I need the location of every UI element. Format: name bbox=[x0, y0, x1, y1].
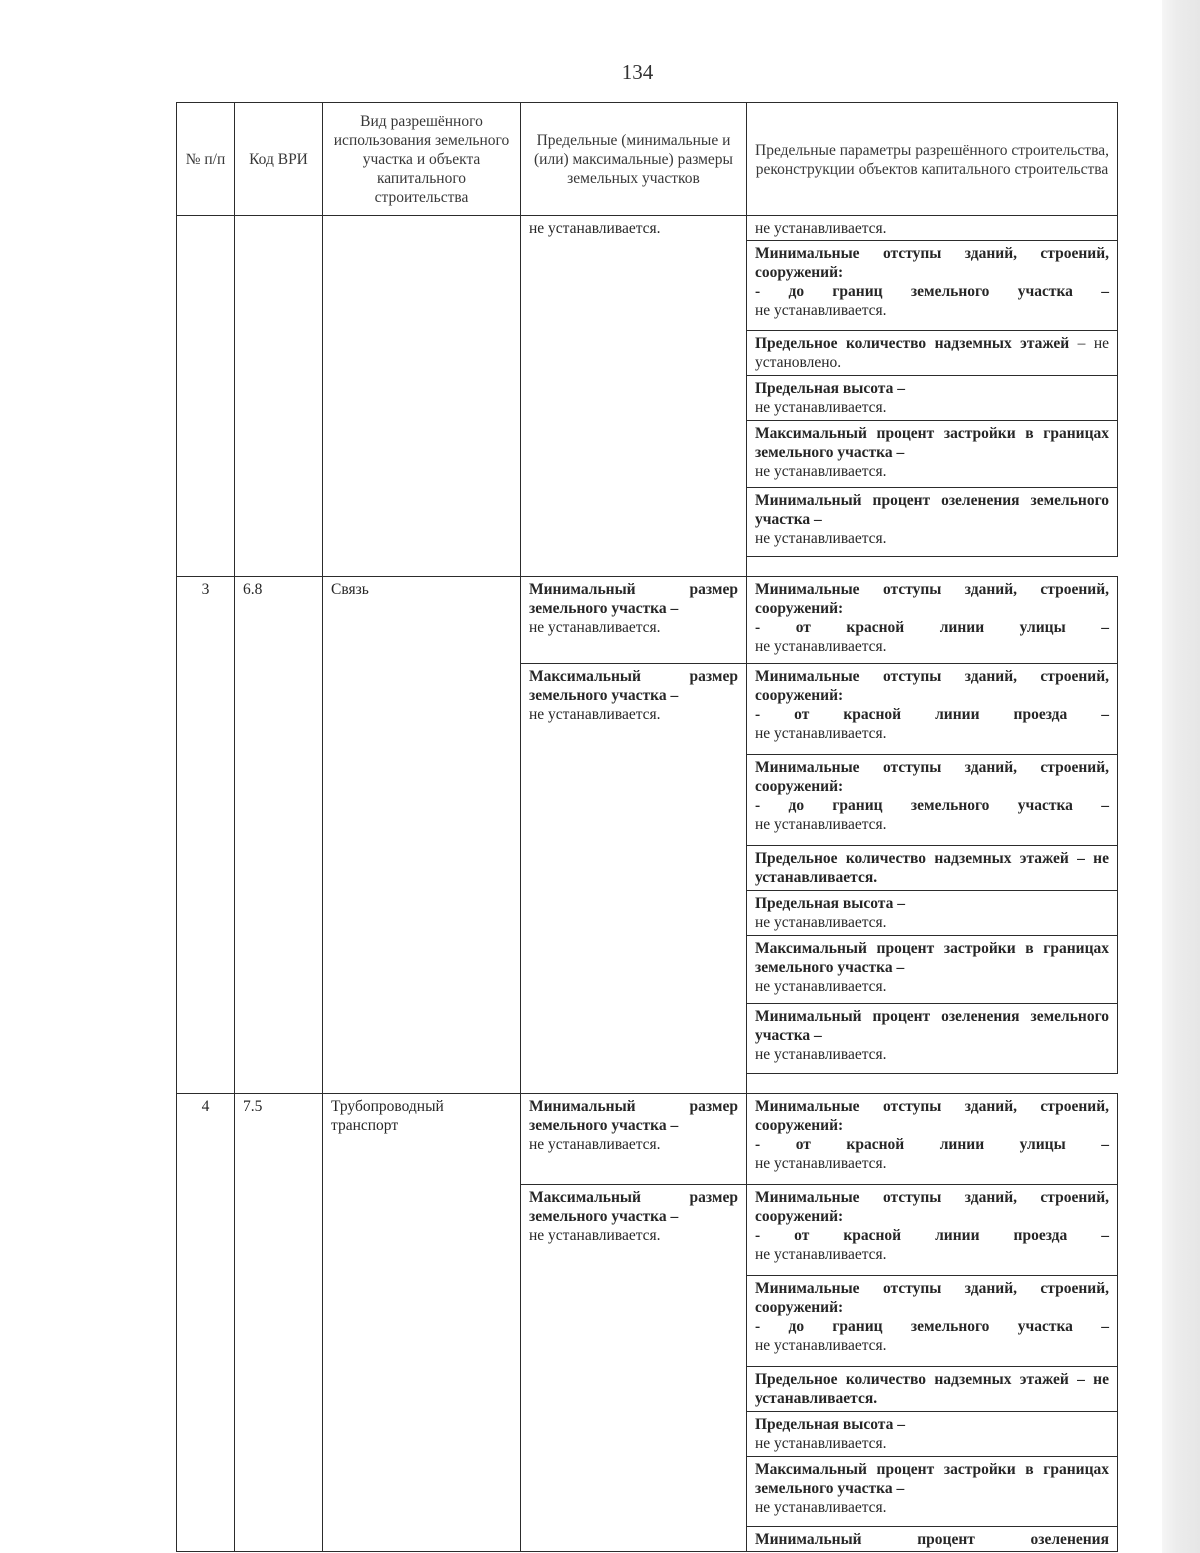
regulation-table bbox=[176, 102, 1118, 1552]
row3-max-size bbox=[521, 664, 747, 1094]
param-bold: Предельное количество надземных этажей – не устанавливается. bbox=[755, 1371, 1109, 1407]
param-tail: не устанавливается. bbox=[755, 399, 887, 416]
param-bold: Минимальные отступы зданий, строений, сооружений: bbox=[755, 245, 1109, 281]
header-code: Код ВРИ bbox=[235, 103, 323, 216]
param-tail: не устанавливается. bbox=[755, 530, 887, 547]
param-bold: Предельное количество надземных этажей bbox=[755, 335, 1070, 352]
row4-param-4 bbox=[747, 1367, 1118, 1412]
param-tail: не устанавливается. bbox=[755, 1499, 887, 1516]
size-tail: не устанавливается. bbox=[529, 1227, 661, 1244]
param-tail: не устанавливается. bbox=[755, 1337, 887, 1354]
row3-param-7 bbox=[747, 1004, 1118, 1074]
param-tail: – не установлено. bbox=[755, 335, 1109, 371]
row4-param-3 bbox=[747, 1276, 1118, 1367]
param-bold: Минимальные отступы зданий, строений, сооружений: bbox=[755, 581, 1109, 617]
param-line: - от красной линии улицы – bbox=[755, 1136, 1109, 1153]
param-tail: не устанавливается. bbox=[755, 978, 887, 995]
scan-edge bbox=[1162, 0, 1200, 1553]
cont-param-5 bbox=[747, 488, 1118, 557]
param-line: - от красной линии проезда – bbox=[755, 706, 1109, 723]
cont-size-cell bbox=[521, 216, 747, 577]
param-line: - от красной линии улицы – bbox=[755, 619, 1109, 636]
param-line: - до границ земельного участка – bbox=[755, 797, 1109, 814]
size-bold: Минимальный размер земельного участка – bbox=[529, 1098, 738, 1134]
size-bold: Максимальный размер земельного участка – bbox=[529, 1189, 738, 1225]
row3-num: 3 bbox=[177, 577, 235, 1094]
size-tail: не устанавливается. bbox=[529, 1136, 661, 1153]
param-tail: не устанавливается. bbox=[755, 638, 887, 655]
row4-param-2 bbox=[747, 1185, 1118, 1276]
param-bold: Минимальные отступы зданий, строений, сооружений: bbox=[755, 759, 1109, 795]
cont-param-0 bbox=[747, 216, 1118, 241]
param-line: - до границ земельного участка – bbox=[755, 1318, 1109, 1335]
param-bold: Минимальные отступы зданий, строений, сооружений: bbox=[755, 668, 1109, 704]
param-tail: не устанавливается. bbox=[755, 1435, 887, 1452]
param-tail: не устанавливается. bbox=[755, 302, 887, 319]
table-row bbox=[177, 577, 1118, 664]
param-tail: не устанавливается. bbox=[755, 1155, 887, 1172]
row4-min-size bbox=[521, 1094, 747, 1185]
row4-num: 4 bbox=[177, 1094, 235, 1552]
size-bold: Минимальный размер земельного участка – bbox=[529, 581, 738, 617]
param-bold: Предельное количество надземных этажей – не устанавливается. bbox=[755, 850, 1109, 886]
row3-param-3 bbox=[747, 755, 1118, 846]
row4-param-6 bbox=[747, 1457, 1118, 1527]
row3-param-2 bbox=[747, 664, 1118, 755]
param-bold: Минимальный процент озеленения земельного участка – bbox=[755, 1008, 1109, 1044]
table-row bbox=[177, 216, 1118, 241]
header-params: Предельные параметры разрешённого строительства, реконструкции объектов капитального строительства bbox=[747, 103, 1118, 216]
param-bold: Минимальный процент озеленения земельного участка – bbox=[755, 492, 1109, 528]
cont-param-1 bbox=[747, 241, 1118, 331]
cont-param-2 bbox=[747, 331, 1118, 376]
param-tail: не устанавливается. bbox=[755, 1046, 887, 1063]
cont-kind-cell bbox=[323, 216, 521, 577]
row4-param-7 bbox=[747, 1527, 1118, 1552]
cont-size-text: не устанавливается. bbox=[529, 220, 661, 237]
page-number: 134 bbox=[621, 60, 654, 84]
row4-param-1 bbox=[747, 1094, 1118, 1185]
param-bold: Предельная высота – bbox=[755, 895, 905, 912]
row3-param-1 bbox=[747, 577, 1118, 664]
size-tail: не устанавливается. bbox=[529, 706, 661, 723]
param-bold: Предельная высота – bbox=[755, 1416, 905, 1433]
row3-code: 6.8 bbox=[235, 577, 323, 1094]
size-tail: не устанавливается. bbox=[529, 619, 661, 636]
param-bold: Минимальные отступы зданий, строений, сооружений: bbox=[755, 1280, 1109, 1316]
param-bold: Минимальные отступы зданий, строений, сооружений: bbox=[755, 1189, 1109, 1225]
table-row bbox=[177, 1094, 1118, 1185]
row4-param-5 bbox=[747, 1412, 1118, 1457]
param-bold: Предельная высота – bbox=[755, 380, 905, 397]
cont-param-4 bbox=[747, 421, 1118, 488]
cont-code-cell bbox=[235, 216, 323, 577]
param-tail: не устанавливается. bbox=[755, 816, 887, 833]
param-tail: не устанавливается. bbox=[755, 725, 887, 742]
row3-param-5 bbox=[747, 891, 1118, 936]
param-tail: не устанавливается. bbox=[755, 1246, 887, 1263]
row3-param-6 bbox=[747, 936, 1118, 1004]
row4-kind: Трубопроводный транспорт bbox=[323, 1094, 521, 1552]
param-bold: Максимальный процент застройки в границах земельного участка – bbox=[755, 425, 1109, 461]
row3-param-4 bbox=[747, 846, 1118, 891]
param-bold: Минимальный процент озеленения bbox=[755, 1531, 1109, 1548]
cont-param-3 bbox=[747, 376, 1118, 421]
header-row bbox=[177, 103, 1118, 216]
param-tail: не устанавливается. bbox=[755, 914, 887, 931]
param-tail: не устанавливается. bbox=[755, 220, 887, 237]
header-kind: Вид разрешённого использования земельного участка и объекта капитального строительства bbox=[323, 103, 521, 216]
size-bold: Максимальный размер земельного участка – bbox=[529, 668, 738, 704]
param-bold: Минимальные отступы зданий, строений, сооружений: bbox=[755, 1098, 1109, 1134]
cont-num-cell bbox=[177, 216, 235, 577]
param-line: - до границ земельного участка – bbox=[755, 283, 1109, 300]
param-bold: Максимальный процент застройки в границах земельного участка – bbox=[755, 1461, 1109, 1497]
row4-code: 7.5 bbox=[235, 1094, 323, 1552]
param-tail: не устанавливается. bbox=[755, 463, 887, 480]
row3-min-size bbox=[521, 577, 747, 664]
param-line: - от красной линии проезда – bbox=[755, 1227, 1109, 1244]
header-sizes: Предельные (минимальные и (или) максимальные) размеры земельных участков bbox=[521, 103, 747, 216]
row4-max-size bbox=[521, 1185, 747, 1552]
row3-kind: Связь bbox=[323, 577, 521, 1094]
header-num: № п/п bbox=[177, 103, 235, 216]
param-bold: Максимальный процент застройки в границах земельного участка – bbox=[755, 940, 1109, 976]
